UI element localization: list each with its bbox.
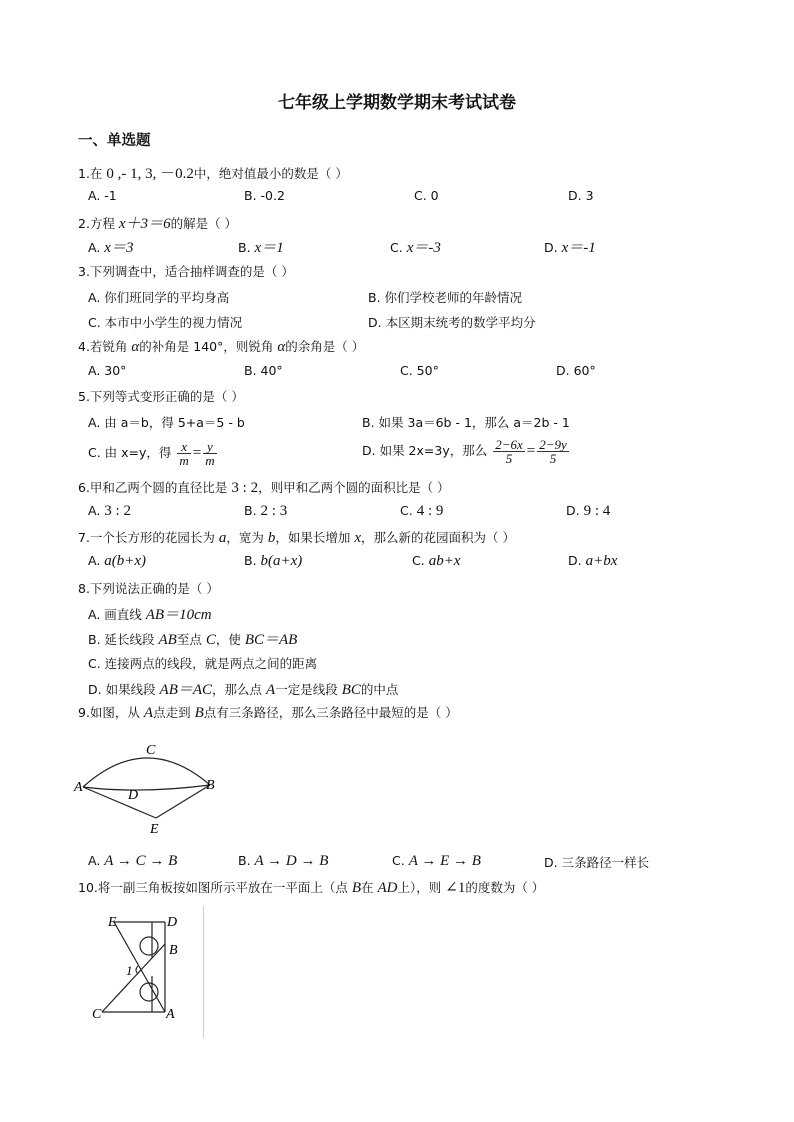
q7-c-label: C.: [412, 553, 429, 568]
q9-line-eb: [156, 785, 210, 818]
q6-b-math: 2 : 3: [260, 503, 288, 519]
q10-mid: 在: [361, 880, 378, 895]
q4-prefix: 4.若锐角: [78, 339, 132, 354]
q6-prefix: 6.甲和乙两个圆的直径比是: [78, 480, 232, 495]
q6-c-math: 4 : 9: [416, 503, 444, 519]
q3-option-b[interactable]: B. 你们学校老师的年龄情况: [368, 290, 523, 305]
q2-option-a[interactable]: [88, 236, 133, 257]
q9-mid: 点走到: [153, 705, 195, 720]
question-3: 3.下列调查中，适合抽样调查的是（ ）: [78, 264, 294, 279]
q9-b-math: A → D → B: [254, 853, 329, 869]
q9-a-label: A.: [88, 853, 105, 868]
q9-arc-acb: [83, 758, 210, 787]
q7-a-math: a(b+x): [104, 553, 147, 569]
q7-d-label: D.: [568, 553, 586, 568]
q7-b-label: B.: [244, 553, 261, 568]
q10-label-1: 1: [126, 963, 133, 978]
q9-figure: [70, 738, 230, 838]
q2-d-math: x＝-1: [561, 240, 596, 256]
q6-a-math: 3 : 2: [104, 503, 131, 519]
q4-option-c[interactable]: C. 50°: [400, 363, 439, 378]
q7-option-b[interactable]: [244, 553, 302, 570]
q10-label-e: E: [108, 915, 117, 930]
q8-b-text-1: 至点: [176, 632, 206, 647]
q10-point-b: B: [351, 880, 362, 896]
q10-prefix: 10.将一副三角板按如图所示平放在一平面上（点: [78, 880, 352, 895]
page-title: 七年级上学期数学期末考试试卷: [278, 93, 516, 113]
q7-mid2: ，如果长增加: [275, 530, 355, 545]
q2-option-d[interactable]: [544, 236, 596, 257]
q9-option-d[interactable]: D. 三条路径一样长: [544, 855, 650, 870]
q8-a-label: A. 画直线: [88, 607, 146, 622]
q5-c-fraction-1: $\frac{x}{m}$: [179, 439, 189, 468]
q8-d-math-2: A: [266, 682, 276, 698]
q10-line-cb: [102, 944, 165, 1012]
q9-c-math: A → E → B: [408, 853, 481, 869]
q2-b-label: B.: [238, 240, 255, 255]
q6-a-label: A.: [88, 503, 105, 518]
q5-d-equals: =: [526, 443, 536, 459]
figure-divider: [203, 906, 204, 1038]
question-8: 8.下列说法正确的是（ ）: [78, 581, 219, 596]
question-6: [78, 478, 450, 497]
q2-option-b[interactable]: [238, 236, 284, 257]
q9-label-a: A: [74, 780, 83, 795]
q6-b-label: B.: [244, 503, 261, 518]
q8-d-text-2: 一定是线段: [275, 682, 342, 697]
q6-c-label: C.: [400, 503, 417, 518]
question-5: 5.下列等式变形正确的是（ ）: [78, 389, 244, 404]
q8-a-math: AB＝10cm: [145, 607, 212, 623]
q9-option-c[interactable]: [392, 853, 481, 870]
q2-a-label: A.: [88, 240, 105, 255]
q4-suffix: 的余角是（ ）: [285, 339, 365, 354]
q7-var-a: a: [218, 530, 227, 546]
question-1: [78, 162, 348, 183]
q8-d-text-1: ，那么点: [212, 682, 267, 697]
q6-math: 3 : 2: [231, 480, 259, 496]
q4-alpha-2: α: [277, 339, 286, 355]
question-4: [78, 337, 364, 356]
q6-option-b[interactable]: [244, 503, 287, 520]
q3-option-c[interactable]: C. 本市中小学生的视力情况: [88, 315, 243, 330]
q5-d-fraction-2: $\frac{2-9y}{5}$: [539, 437, 567, 466]
q2-a-math: x＝3: [104, 240, 134, 256]
q9-label-b: B: [206, 778, 215, 793]
q9-a-math: A → C → B: [104, 853, 178, 869]
q9-label-d: D: [128, 788, 139, 803]
q9-option-b[interactable]: [238, 853, 328, 870]
q3-option-d[interactable]: D. 本区期末统考的数学平均分: [368, 315, 536, 330]
q3-option-a[interactable]: A. 你们班同学的平均身高: [88, 290, 230, 305]
q8-d-math-3: BC: [341, 682, 361, 698]
q7-suffix: ，那么新的花园面积为（ ）: [361, 530, 516, 545]
q9-point-a: A: [143, 705, 154, 721]
q6-option-a[interactable]: [88, 503, 131, 520]
q1-option-d[interactable]: D. 3: [568, 188, 594, 203]
q6-d-math: 9 : 4: [583, 503, 611, 519]
q7-a-label: A.: [88, 553, 105, 568]
q8-d-math-1: AB＝AC: [159, 682, 213, 698]
q10-label-b: B: [169, 943, 178, 958]
q1-math: 0 ,- 1, 3, －0.2: [106, 166, 194, 182]
q9-label-c: C: [146, 743, 156, 758]
q4-middle: 的补角是 140°，则锐角: [139, 339, 278, 354]
q2-c-math: x＝-3: [406, 240, 441, 256]
q4-option-d[interactable]: D. 60°: [556, 363, 596, 378]
q2-b-math: x＝1: [254, 240, 284, 256]
q9-point-b: B: [194, 705, 204, 721]
q6-option-d[interactable]: [566, 503, 610, 520]
q2-math: x＋3＝6: [118, 216, 171, 232]
q1-prefix: 1.在: [78, 166, 107, 181]
q7-option-a[interactable]: [88, 553, 146, 570]
q10-line-ea: [114, 922, 165, 1012]
q6-option-c[interactable]: [400, 503, 443, 520]
q10-angle-1: ∠1: [445, 880, 466, 896]
q5-option-c[interactable]: [88, 440, 219, 467]
q5-c-equals: =: [192, 445, 202, 461]
q10-label-c: C: [92, 1007, 102, 1022]
q9-line-ae: [83, 787, 156, 818]
q5-option-a[interactable]: A. 由 a＝b，得 5+a＝5 - b: [88, 415, 245, 430]
q2-c-label: C.: [390, 240, 407, 255]
q8-d-label: D. 如果线段: [88, 682, 160, 697]
q7-mid1: ，宽为: [226, 530, 268, 545]
q8-b-text-2: ，使: [215, 632, 245, 647]
q5-d-label: D. 如果 2x=3y，那么: [362, 443, 492, 458]
q10-segment-ad: AD: [377, 880, 398, 896]
q8-d-text-3: 的中点: [360, 682, 399, 697]
q8-option-c[interactable]: C. 连接两点的线段，就是两点之间的距离: [88, 656, 318, 671]
q2-suffix: 的解是（ ）: [170, 216, 238, 231]
q2-option-c[interactable]: [390, 236, 441, 257]
q7-d-math: a+bx: [585, 553, 618, 569]
q7-prefix: 7.一个长方形的花园长为: [78, 530, 219, 545]
q7-option-d[interactable]: [568, 553, 617, 570]
q10-figure: [86, 904, 206, 1040]
q8-option-a[interactable]: [88, 603, 212, 624]
q7-option-c[interactable]: [412, 553, 460, 570]
q8-option-d[interactable]: [88, 678, 398, 699]
q9-path-adb: [83, 785, 210, 790]
q7-b-math: b(a+x): [260, 553, 303, 569]
q9-prefix: 9.如图，从: [78, 705, 144, 720]
q7-c-math: ab+x: [428, 553, 461, 569]
q9-c-label: C.: [392, 853, 409, 868]
q4-option-a[interactable]: A. 30°: [88, 363, 127, 378]
q6-d-label: D.: [566, 503, 584, 518]
q10-end: 的度数为（ ）: [465, 880, 545, 895]
q4-option-b[interactable]: B. 40°: [244, 363, 283, 378]
q8-b-math-2: C: [205, 632, 216, 648]
q8-option-b[interactable]: [88, 628, 297, 649]
question-2: [78, 212, 237, 233]
q1-option-c[interactable]: C. 0: [414, 188, 439, 203]
q5-option-d[interactable]: [362, 438, 571, 465]
q5-c-label: C. 由 x=y，得: [88, 445, 176, 460]
q6-suffix: ，则甲和乙两个圆的面积比是（ ）: [258, 480, 450, 495]
question-7: [78, 528, 515, 547]
q2-prefix: 2.方程: [78, 216, 119, 231]
q10-label-d: D: [167, 915, 178, 930]
q8-b-math-1: AB: [158, 632, 177, 648]
q8-b-label: B. 延长线段: [88, 632, 159, 647]
q9-b-label: B.: [238, 853, 255, 868]
q1-option-b[interactable]: B. -0.2: [244, 188, 285, 203]
q9-option-a[interactable]: [88, 853, 177, 870]
q5-c-fraction-2: $\frac{y}{m}$: [205, 439, 215, 468]
q10-suffix: 上），则: [397, 880, 446, 895]
q10-label-a: A: [166, 1007, 175, 1022]
q1-suffix: 中，绝对值最小的数是（ ）: [193, 166, 348, 181]
question-9: [78, 703, 458, 722]
q9-label-e: E: [150, 822, 159, 837]
q4-alpha: α: [131, 339, 140, 355]
q10-hole-top: [140, 937, 158, 955]
q1-option-a[interactable]: A. -1: [88, 188, 117, 203]
q7-var-b: b: [267, 530, 276, 546]
q8-b-math-3: BC＝AB: [244, 632, 298, 648]
section-heading: 一、单选题: [78, 133, 151, 149]
q9-suffix: 点有三条路径，那么三条路径中最短的是（ ）: [203, 705, 458, 720]
question-10: [78, 878, 544, 897]
q5-option-b[interactable]: B. 如果 3a＝6b - 1，那么 a＝2b - 1: [362, 415, 570, 430]
q7-var-x: x: [354, 530, 362, 546]
q2-d-label: D.: [544, 240, 562, 255]
q10-hole-bottom: [140, 983, 158, 1001]
q5-d-fraction-1: $\frac{2-6x}{5}$: [495, 437, 523, 466]
